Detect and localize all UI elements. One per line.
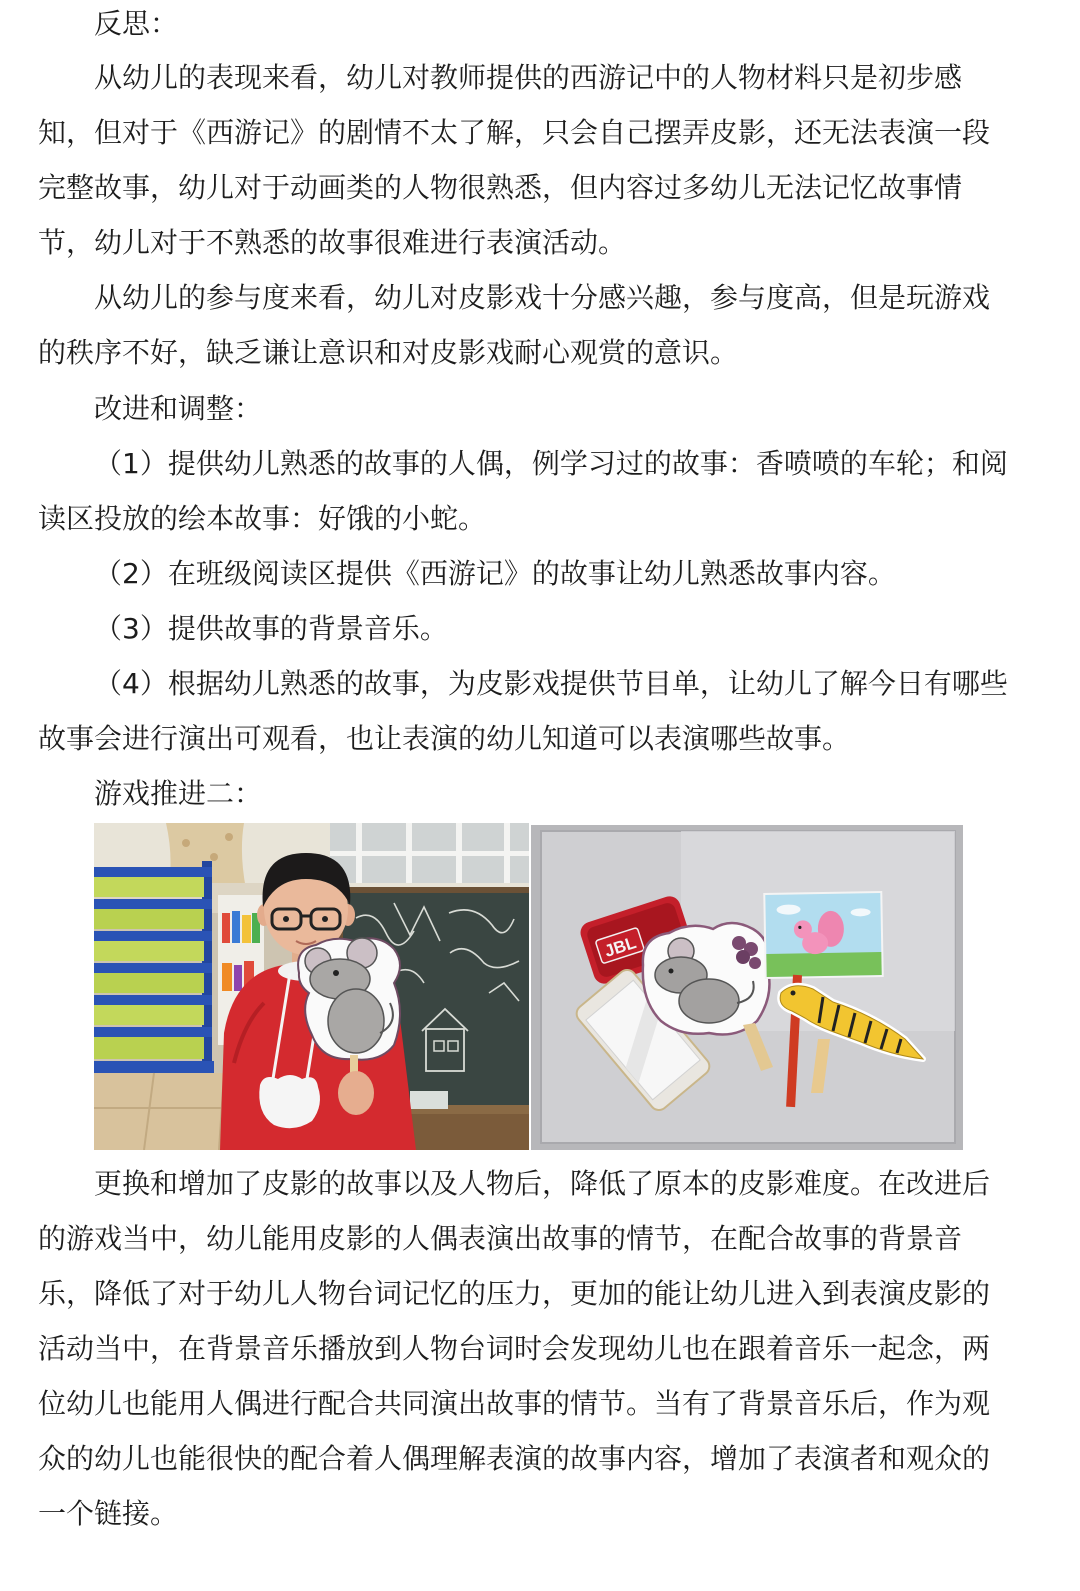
chalk-box bbox=[410, 1091, 448, 1109]
adjustment-item-1-line: 读区投放的绘本故事：好饿的小蛇。 bbox=[38, 502, 487, 535]
reflection-paragraph-2-line: 的秩序不好，缺乏谦让意识和对皮影戏耐心观赏的意识。 bbox=[38, 336, 739, 369]
photo-shadow-puppet-props bbox=[531, 825, 963, 1150]
adjustment-item-3-line: （3）提供故事的背景音乐。 bbox=[94, 612, 448, 645]
summary-paragraph-line: 位幼儿也能用人偶进行配合共同演出故事的情节。当有了背景音乐后，作为观 bbox=[38, 1387, 991, 1420]
mouse-puppet-card bbox=[643, 923, 770, 1035]
reflection-paragraph-1-line: 完整故事，幼儿对于动画类的人物很熟悉，但内容过多幼儿无法记忆故事情 bbox=[38, 171, 963, 204]
mouse-body bbox=[328, 989, 384, 1053]
summary-paragraph-line: 一个链接。 bbox=[38, 1497, 179, 1530]
adjustment-item-2-line: （2）在班级阅读区提供《西游记》的故事让幼儿熟悉故事内容。 bbox=[94, 557, 896, 590]
photo-child-with-mouse-puppet bbox=[94, 823, 529, 1150]
mouse-body bbox=[679, 979, 739, 1023]
summary-paragraph-line: 更换和增加了皮影的故事以及人物后，降低了原本的皮影难度。在改进后 bbox=[94, 1167, 991, 1200]
reflection-paragraph-1-line: 知，但对于《西游记》的剧情不太了解，只会自己摆弄皮影，还无法表演一段 bbox=[38, 116, 991, 149]
reflection-paragraph-2-line: 从幼儿的参与度来看，幼儿对皮影戏十分感兴趣，参与度高，但是玩游戏 bbox=[94, 281, 991, 314]
squirrel-picture-card bbox=[764, 892, 882, 978]
game-progress-2-heading: 游戏推进二： bbox=[94, 777, 263, 810]
adjustment-item-4-line: （4）根据幼儿熟悉的故事，为皮影戏提供节目单，让幼儿了解今日有哪些 bbox=[94, 667, 1008, 700]
summary-paragraph-line: 的游戏当中，幼儿能用皮影的人偶表演出故事的情节，在配合故事的背景音 bbox=[38, 1222, 963, 1255]
photo-child-illustration bbox=[94, 823, 529, 1150]
mouse-eye bbox=[333, 970, 339, 976]
photo-props-illustration bbox=[531, 825, 963, 1150]
mouse-eye bbox=[669, 969, 674, 974]
reflection-heading: 反思： bbox=[94, 7, 179, 40]
dinosaur-eye bbox=[791, 991, 796, 996]
summary-paragraph-line: 众的幼儿也能很快的配合着人偶理解表演的故事内容，增加了表演者和观众的 bbox=[38, 1442, 991, 1475]
summary-paragraph-line: 活动当中，在背景音乐播放到人物台词时会发现幼儿也在跟着音乐一起念，两 bbox=[38, 1332, 991, 1365]
reflection-paragraph-1-line: 节，幼儿对于不熟悉的故事很难进行表演活动。 bbox=[38, 226, 627, 259]
name-card bbox=[259, 1075, 320, 1128]
stacked-beds bbox=[94, 861, 214, 1093]
jbl-logo-text: JBL bbox=[602, 932, 639, 961]
hand bbox=[338, 1071, 374, 1115]
reflection-paragraph-1-line: 从幼儿的表现来看，幼儿对教师提供的西游记中的人物材料只是初步感 bbox=[94, 61, 963, 94]
adjustment-heading: 改进和调整： bbox=[94, 392, 263, 425]
summary-paragraph-line: 乐，降低了对于幼儿人物台词记忆的压力，更加的能让幼儿进入到表演皮影的 bbox=[38, 1277, 991, 1310]
grass bbox=[766, 952, 881, 977]
window-frames-right bbox=[330, 823, 529, 883]
adjustment-item-1-line: （1）提供幼儿熟悉的故事的人偶，例学习过的故事：香喷喷的车轮；和阅 bbox=[94, 447, 1008, 480]
adjustment-item-4-line: 故事会进行演出可观看，也让表演的幼儿知道可以表演哪些故事。 bbox=[38, 722, 851, 755]
